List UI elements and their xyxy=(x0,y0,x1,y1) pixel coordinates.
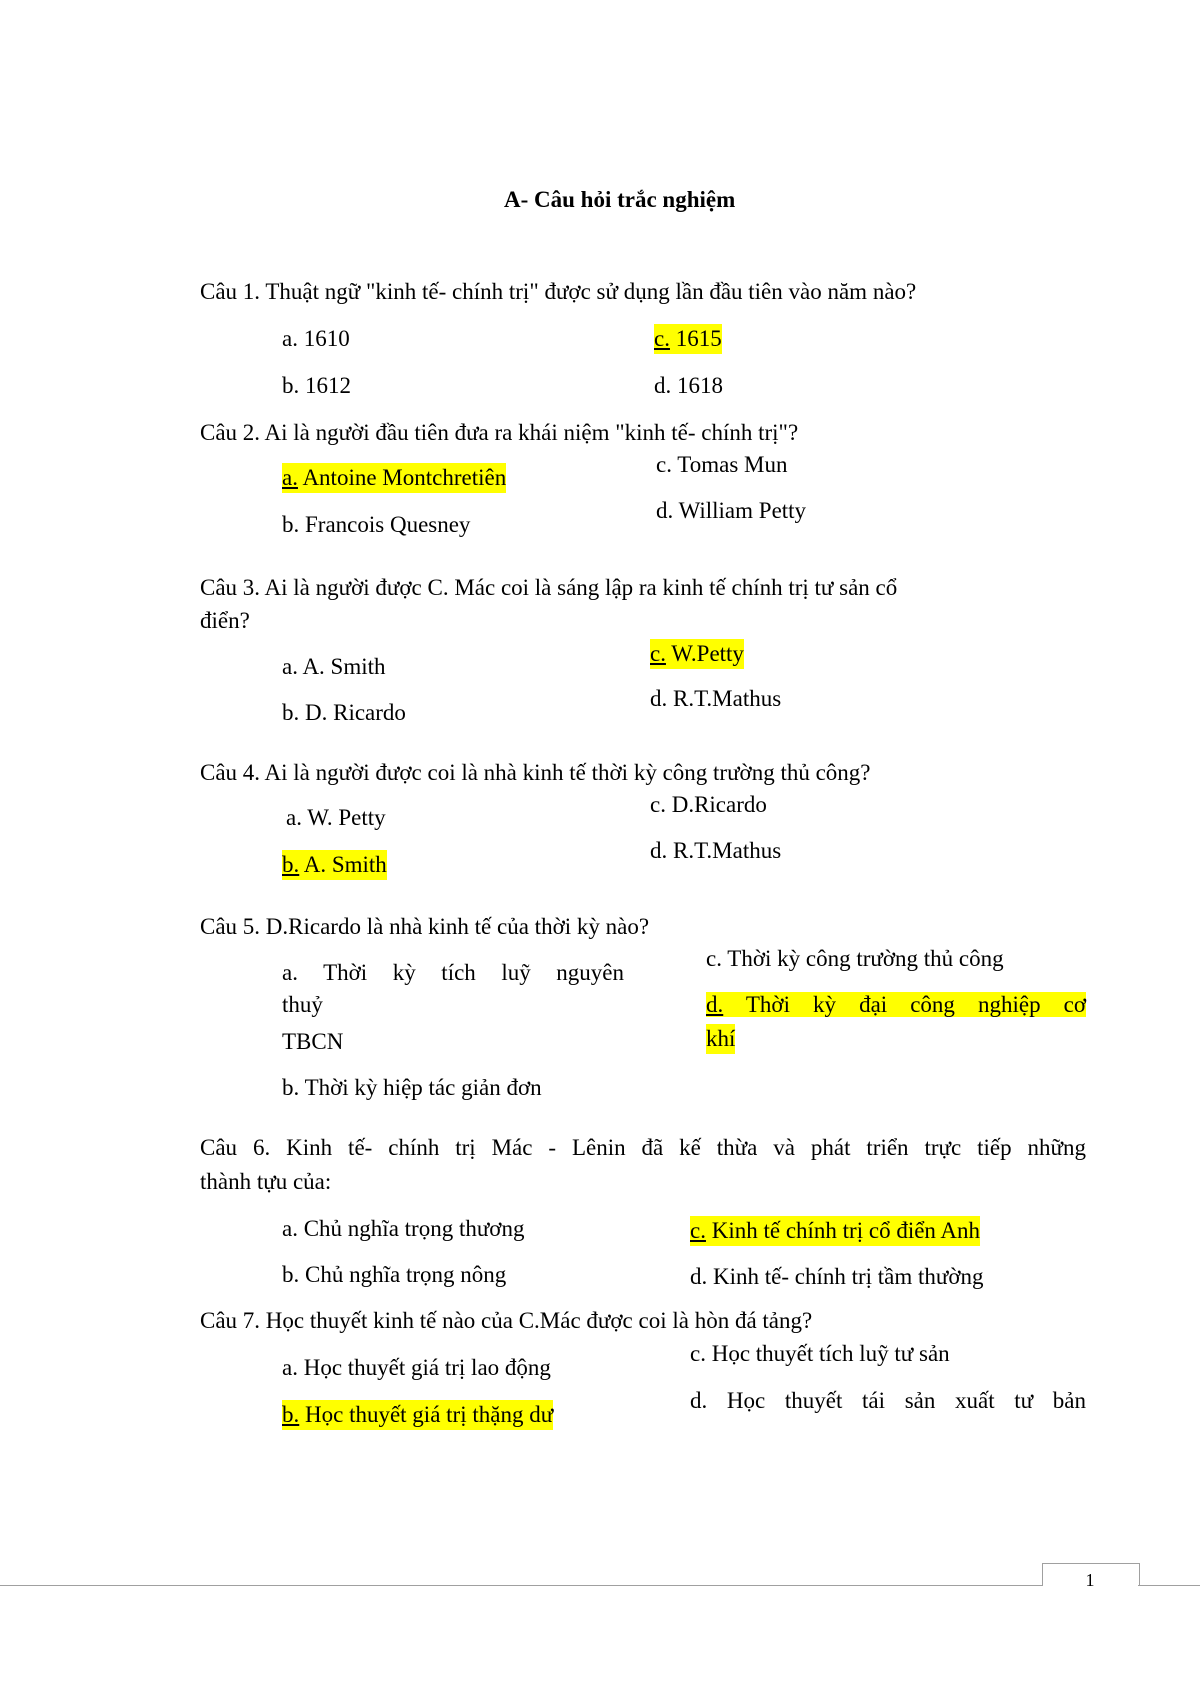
q6-option-a: a. Chủ nghĩa trọng thương xyxy=(282,1216,525,1241)
q6-option-d: d. Kinh tế- chính trị tầm thường xyxy=(690,1264,984,1289)
q5-option-d-correct xyxy=(706,990,1086,1020)
q2-option-d: d. William Petty xyxy=(656,498,807,523)
q2-option-b: b. Francois Quesney xyxy=(282,512,471,537)
q7-option-d: d. Học thuyết tái sản xuất tư bản xyxy=(690,1388,1086,1413)
q3-option-d: d. R.T.Mathus xyxy=(650,686,782,711)
q5-option-d-text-line-1: Thời kỳ đại công nghiệp cơ xyxy=(723,992,1086,1017)
q1-option-b: b. 1612 xyxy=(282,373,351,398)
q3-option-c-text: W.Petty xyxy=(665,641,744,666)
q5-option-b: b. Thời kỳ hiệp tác giản đơn xyxy=(282,1075,542,1100)
q2-option-a-letter: a. xyxy=(282,465,298,490)
question-3-line-2: điển? xyxy=(200,608,250,633)
q5-option-a-line-3: TBCN xyxy=(282,1029,344,1054)
q2-option-a-text: Antoine Montchretiên xyxy=(297,465,507,490)
question-2: Câu 2. Ai là người đầu tiên đưa ra khái niệm "kinh tế- chính trị"? xyxy=(200,420,799,445)
q4-option-b-letter: b. xyxy=(282,852,300,877)
q4-option-c: c. D.Ricardo xyxy=(650,792,767,817)
q3-option-c-correct xyxy=(650,639,744,669)
q7-option-b-letter: b. xyxy=(282,1402,300,1427)
footer-divider-left xyxy=(0,1585,1042,1586)
q5-option-a-line-2: thuỷ xyxy=(282,992,323,1017)
page-number: 1 xyxy=(1085,1570,1095,1590)
q2-option-c: c. Tomas Mun xyxy=(656,452,788,477)
q5-option-c: c. Thời kỳ công trường thủ công xyxy=(706,946,1004,971)
q2-option-a-correct xyxy=(282,463,506,493)
q7-option-c: c. Học thuyết tích luỹ tư sản xyxy=(690,1341,950,1366)
q6-option-c-correct xyxy=(690,1216,980,1246)
question-1: Câu 1. Thuật ngữ "kinh tế- chính trị" được sử dụng lần đầu tiên vào năm nào? xyxy=(200,279,917,304)
q7-option-b-correct xyxy=(282,1400,553,1430)
question-6-line-1: Câu 6. Kinh tế- chính trị Mác - Lênin đã kế thừa và phát triển trực tiếp những xyxy=(200,1135,1086,1160)
q6-option-c-letter: c. xyxy=(690,1218,706,1243)
q5-option-d-letter: d. xyxy=(706,992,724,1017)
q5-option-a-line-1: a. Thời kỳ tích luỹ nguyên xyxy=(282,960,624,985)
question-7: Câu 7. Học thuyết kinh tế nào của C.Mác được coi là hòn đá tảng? xyxy=(200,1308,813,1333)
q3-option-b: b. D. Ricardo xyxy=(282,700,406,725)
q4-option-a: a. W. Petty xyxy=(286,805,386,830)
q1-option-d: d. 1618 xyxy=(654,373,723,398)
q5-option-d-text-line-2: khí xyxy=(706,1024,735,1054)
q7-option-b-text: Học thuyết giá trị thặng dư xyxy=(299,1402,554,1427)
question-4: Câu 4. Ai là người được coi là nhà kinh tế thời kỳ công trường thủ công? xyxy=(200,760,871,785)
q7-option-a: a. Học thuyết giá trị lao động xyxy=(282,1355,551,1380)
q6-option-c-text: Kinh tế chính trị cổ điển Anh xyxy=(705,1218,981,1243)
q4-option-d: d. R.T.Mathus xyxy=(650,838,782,863)
q4-option-b-correct xyxy=(282,850,387,880)
q1-option-c-text: 1615 xyxy=(669,326,722,351)
question-3-line-1: Câu 3. Ai là người được C. Mác coi là sáng lập ra kinh tế chính trị tư sản cổ xyxy=(200,575,898,600)
question-6-line-2: thành tựu của: xyxy=(200,1169,332,1194)
page-title: A- Câu hỏi trắc nghiệm xyxy=(504,187,736,212)
q6-option-b: b. Chủ nghĩa trọng nông xyxy=(282,1262,507,1287)
q3-option-c-letter: c. xyxy=(650,641,666,666)
q3-option-a: a. A. Smith xyxy=(282,654,386,679)
q4-option-b-text: A. Smith xyxy=(299,852,387,877)
q1-option-a: a. 1610 xyxy=(282,326,350,351)
q1-option-c-correct xyxy=(654,324,722,354)
footer-divider-right xyxy=(1138,1585,1200,1586)
q1-option-c-letter: c. xyxy=(654,326,670,351)
question-5: Câu 5. D.Ricardo là nhà kinh tế của thời kỳ nào? xyxy=(200,914,650,939)
